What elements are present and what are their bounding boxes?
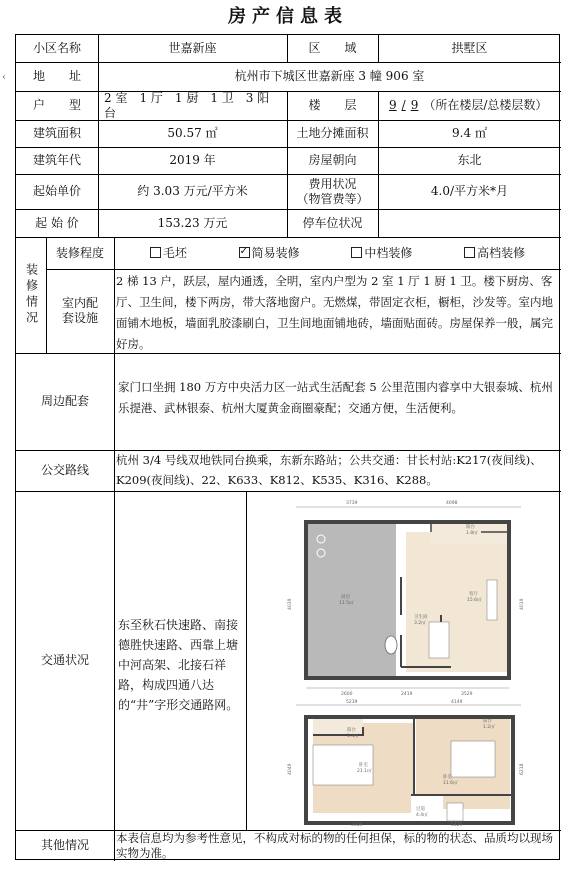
option-mid[interactable]: 中档装修 (351, 246, 412, 261)
fee-label (287, 174, 378, 209)
community-value: 世嘉新座 (168, 41, 217, 55)
parking-label: 停车位状况 (302, 215, 363, 230)
checkbox-icon[interactable] (351, 247, 362, 258)
row-divider (46, 269, 561, 270)
floor-value (378, 91, 561, 120)
room-area: 1.8㎡ (466, 531, 478, 536)
floor-slash: / (401, 98, 406, 112)
decoration-side-label: 装修情况 (24, 263, 39, 327)
floorplan-lower (287, 699, 525, 827)
margin-mark: ‹ (2, 72, 6, 83)
room-area: 4.4㎡ (416, 813, 428, 818)
checkbox-icon[interactable] (150, 247, 161, 258)
room-area: 1.4㎡ (347, 734, 359, 739)
room-name: 卧室 (443, 775, 452, 780)
decoration-level-label: 装修程度 (55, 245, 104, 260)
room-area: 11.5㎡ (339, 601, 354, 606)
floor-label: 楼 层 (308, 98, 357, 112)
facility-text: 2 梯 13 户，跃层，屋内通透，全明，室内户型为 2 室 1 厅 1 厨 1 卫。楼下厨房、客厅、卫生间，楼下两房，带大落地窗户。无燃煤，带固定衣柜，橱柜，沙发等。室内地面铺木地板，墙面乳胶漆刷白，卫生间地面铺地砖，墙面贴面砖。房屋保养一般，属完好房。 (116, 274, 553, 351)
dim-label: 2419 (401, 692, 413, 697)
other-label: 其他情况 (40, 838, 89, 852)
room-area: 11.6㎡ (443, 781, 458, 786)
floor-total: 9 (410, 98, 419, 112)
col-divider (246, 491, 247, 830)
property-info-table (15, 34, 560, 860)
year-label: 建筑年代 (32, 153, 81, 167)
option-simple[interactable]: ✓ 简易装修 (239, 246, 300, 261)
district-value: 拱墅区 (451, 41, 488, 55)
parking-value (378, 209, 561, 237)
dim-label: 4098 (446, 501, 458, 506)
dim-label: 2600 (341, 692, 353, 697)
room-area: 3.2㎡ (414, 621, 426, 626)
dim-label: 4149 (451, 700, 463, 705)
floor-note: （所在楼层/总楼层数） (423, 98, 548, 112)
facility-label: 室内配 套设施 (61, 296, 98, 325)
dim-label: 3739 (346, 501, 358, 506)
floor-current: 9 (389, 98, 397, 112)
decoration-options (114, 237, 561, 269)
page-title: 房产信息表 (228, 6, 348, 27)
room-name: 卫生间 (414, 615, 428, 620)
room-name: 客厅 (469, 592, 478, 597)
room-name: 卧室 (359, 763, 368, 768)
room-area: 21.1㎡ (357, 769, 372, 774)
unit-price-label: 起始单价 (32, 184, 81, 198)
address-value: 杭州市下城区世嘉新座 3 幢 906 室 (234, 69, 425, 83)
layout-label: 户 型 (32, 98, 81, 112)
area-label: 建筑面积 (32, 126, 81, 140)
kitchen-room (306, 522, 396, 678)
dim-label: 4049 (288, 763, 293, 775)
fee-label-line1: 费用状况 (308, 176, 357, 191)
dim-label: 4039 (288, 598, 293, 610)
start-price-label: 起 始 价 (35, 215, 79, 230)
land-area-label: 土地分摊面积 (296, 126, 369, 140)
checkbox-checked-icon[interactable] (239, 247, 250, 258)
fee-label-line2: （物管费等） (296, 191, 369, 206)
room-name: 阳台 (347, 728, 356, 733)
room-name: 阳台 (483, 719, 492, 724)
land-area-value: 9.4 ㎡ (452, 126, 487, 140)
room-area: 15.6㎡ (467, 598, 482, 603)
other-text: 本表信息均为参考性意见，不构成对标的物的任何担保，标的物的状态、品质均以现场实物为准。 (116, 831, 553, 860)
dim-label: 4019 (520, 598, 525, 610)
layout-value: 2 室 1 厅 1 厨 1 卫 3 阳台 (104, 90, 270, 120)
col-divider (114, 830, 115, 861)
option-rough[interactable]: 毛坯 (150, 246, 187, 261)
traffic-text: 东至秋石快速路、南接德胜快速路、西靠上塘中河高架、北接石祥路，构成四通八达的“井”字形交通路网。 (118, 618, 239, 712)
checkbox-icon[interactable] (464, 247, 475, 258)
bus-text: 杭州 3/4 号线双地铁同台换乘，东新东路站；公共交通：甘长村站:K217(夜间线)、K209(夜间线)、22、K633、K812、K535、K316、K288。 (116, 453, 542, 487)
community-label: 小区名称 (32, 41, 81, 55)
area-value: 50.57 ㎡ (167, 126, 218, 140)
orientation-value: 东北 (457, 153, 482, 167)
floorplan-image (251, 495, 555, 827)
dim-label: 6218 (520, 763, 525, 775)
room-area: 1.2㎡ (483, 725, 495, 730)
dim-label: 5239 (346, 700, 358, 705)
year-value: 2019 年 (169, 153, 216, 167)
district-label: 区 域 (308, 41, 357, 55)
option-high[interactable]: 高档装修 (464, 246, 525, 261)
fee-value: 4.0/平方米*月 (430, 184, 509, 198)
traffic-label: 交通状况 (40, 653, 89, 667)
room-name: 过道 (416, 807, 425, 812)
room-name: 厨房 (341, 595, 350, 600)
address-label: 地 址 (32, 69, 81, 83)
dim-label: 3959 (351, 823, 363, 827)
room-name: 阳台 (466, 525, 475, 530)
start-price-value: 153.23 万元 (157, 215, 228, 230)
surroundings-text: 家门口坐拥 180 万方中央活力区一站式生活配套 5 公里范围内睿享中大银泰城、杭州乐提港、武林银泰、杭州大厦黄金商圈豪配；交通方便，生活便利。 (118, 380, 553, 415)
unit-price-value: 约 3.03 万元/平方米 (137, 184, 248, 198)
orientation-label: 房屋朝向 (308, 153, 357, 167)
dim-label: 5429 (451, 823, 463, 827)
floorplan-upper (287, 500, 525, 697)
dim-label: 3529 (461, 692, 473, 697)
surroundings-label: 周边配套 (40, 394, 89, 408)
col-divider (114, 353, 115, 830)
bus-label: 公交路线 (40, 463, 89, 477)
